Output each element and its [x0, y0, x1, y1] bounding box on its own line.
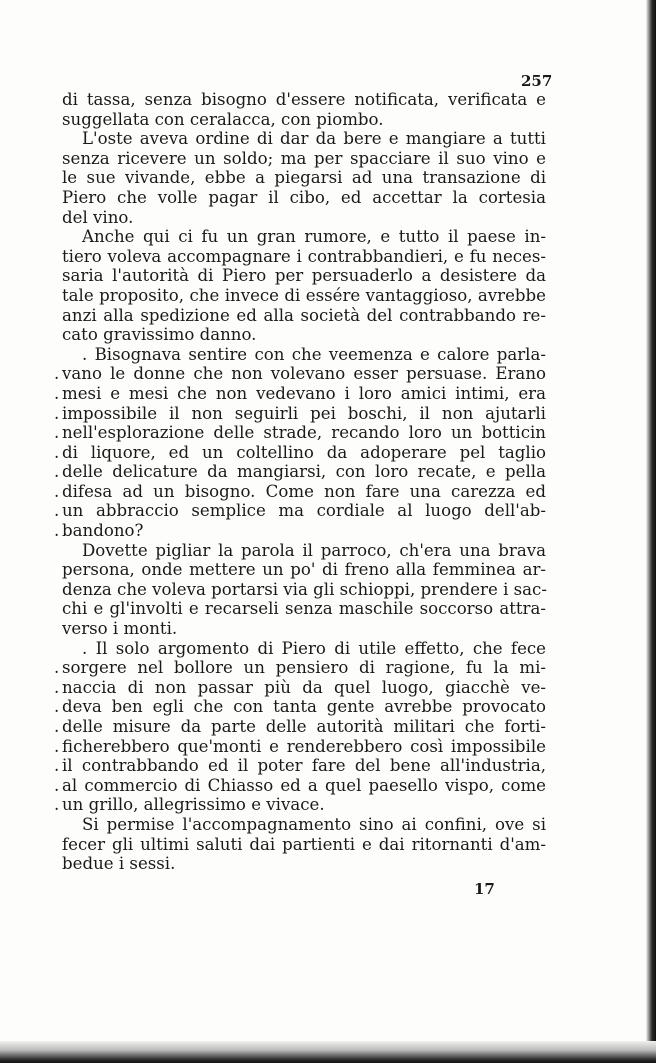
margin-dot: .: [54, 481, 60, 501]
text-line: [54, 481, 546, 502]
text-line-content: bandono?: [62, 521, 144, 541]
text-line-content: Piero che volle pagar il cibo, ed accettar la cortesia: [62, 187, 546, 207]
text-line: [54, 403, 546, 424]
margin-dot: .: [54, 697, 60, 717]
text-line-content: anzi alla spedizione ed alla società del contrabbando re-: [62, 305, 546, 325]
text-line: [62, 560, 546, 580]
text-line-content: denza che voleva portarsi via gli schioppi, prendere i sac-: [62, 579, 547, 599]
text-line: [62, 227, 546, 247]
margin-dot: .: [54, 403, 60, 423]
text-line: [62, 110, 546, 130]
text-line: [54, 677, 546, 698]
text-line: [62, 266, 546, 286]
text-line: [62, 599, 546, 619]
text-line: [54, 383, 546, 404]
text-line: [54, 501, 546, 521]
text-line: [62, 541, 546, 561]
text-line: [62, 580, 546, 600]
text-line-content: al commercio di Chiasso ed a quel paesello vispo, come: [62, 775, 546, 795]
text-line-content: naccia di non passar più da quel luogo, giacchè ve-: [62, 677, 546, 697]
text-line-content: bedue i sessi.: [62, 854, 176, 874]
text-line-content: il contrabbando ed il poter fare del bene all'industria,: [62, 756, 546, 776]
text-line-content: . Il solo argomento di Piero di utile effetto, che fece: [82, 638, 546, 658]
text-line-content: difesa ad un bisogno. Come non fare una carezza ed: [62, 481, 546, 501]
text-line: [54, 697, 546, 717]
text-line-content: Anche qui ci fu un gran rumore, e tutto il paese in-: [82, 227, 546, 247]
text-line: [54, 756, 546, 776]
page-number: 257: [521, 72, 553, 90]
text-line: [54, 364, 546, 384]
text-line-content: fecer gli ultimi saluti dai partienti e dai ritornanti d'am-: [62, 834, 546, 854]
text-line-content: nell'esplorazione delle strade, recando loro un botticin: [62, 423, 546, 443]
text-line-content: vano le donne che non volevano esser persuase. Erano: [62, 364, 546, 384]
text-line-content: Dovette pigliar la parola il parroco, ch'era una brava: [82, 540, 546, 560]
margin-dot: .: [54, 521, 60, 541]
text-line-content: di tassa, senza bisogno d'essere notificata, verificata e: [62, 90, 546, 109]
margin-dot: .: [54, 501, 60, 521]
signature-mark: 17: [474, 880, 495, 898]
text-line-content: verso i monti.: [62, 619, 178, 639]
text-line: [54, 423, 546, 443]
text-line-content: un abbraccio semplice ma cordiale al luogo dell'ab-: [62, 501, 546, 521]
text-line-content: suggellata con ceralacca, con piombo.: [62, 109, 384, 129]
page-edge-shadow: [646, 0, 656, 1063]
text-line: [62, 129, 546, 149]
text-line-content: tale proposito, che invece di essére vantaggioso, avrebbe: [62, 285, 546, 305]
margin-dot: .: [54, 462, 60, 482]
text-line: [62, 149, 546, 169]
text-line: [54, 717, 546, 737]
margin-dot: .: [54, 383, 60, 403]
text-line-content: sorgere nel bollore un pensiero di ragione, fu la mi-: [62, 658, 546, 678]
text-line: [62, 835, 546, 855]
margin-dot: .: [54, 717, 60, 736]
text-line: [62, 247, 546, 267]
text-line: [54, 658, 546, 678]
text-line: [54, 795, 546, 815]
margin-dot: .: [54, 423, 60, 443]
text-line-content: L'oste aveva ordine di dar da bere e mangiare a tutti: [82, 129, 546, 149]
margin-dot: .: [54, 442, 60, 462]
text-line: [62, 854, 546, 874]
text-line: [54, 736, 546, 757]
page-bottom-shadow: [0, 1041, 656, 1063]
margin-dot: .: [54, 795, 60, 815]
margin-dot: .: [54, 364, 60, 384]
margin-dot: .: [54, 775, 60, 795]
text-line-content: impossibile il non seguirli pei boschi, il non ajutarli: [62, 403, 546, 423]
text-line-content: tiero voleva accompagnare i contrabbandieri, e fu neces-: [62, 246, 546, 266]
text-line-content: mesi e mesi che non vedevano i loro amici intimi, era: [62, 383, 546, 403]
text-line-content: delle misure da parte delle autorità militari che forti-: [62, 717, 546, 736]
text-line-content: delle delicature da mangiarsi, con loro recate, e pella: [62, 462, 546, 482]
text-line-content: chi e gl'involti e recarseli senza maschile soccorso attra-: [62, 599, 546, 619]
text-line: [62, 306, 546, 326]
text-line: [62, 639, 546, 659]
margin-dot: .: [54, 658, 60, 678]
text-line: [62, 286, 546, 306]
text-line-content: persona, onde mettere un po' di freno alla femminea ar-: [62, 560, 546, 580]
text-line: [54, 521, 546, 541]
text-line-content: del vino.: [62, 207, 134, 227]
margin-dot: .: [54, 756, 60, 776]
text-line: [62, 345, 546, 365]
text-line-content: un grillo, allegrissimo e vivace.: [62, 795, 325, 815]
text-line-content: Si permise l'accompagnamento sino ai confini, ove si: [82, 814, 546, 834]
text-line: [62, 188, 546, 208]
margin-dot: .: [54, 677, 60, 697]
margin-dot: .: [54, 736, 60, 756]
text-line: [54, 442, 546, 463]
text-line-content: ficherebbero que'monti e renderebbero così impossibile: [62, 736, 546, 756]
text-line: [62, 325, 546, 345]
text-line-content: senza ricevere un soldo; ma per spacciare il suo vino e: [62, 148, 546, 168]
text-line-content: di liquore, ed un coltellino da adoperare pel taglio: [62, 442, 546, 462]
text-line-content: saria l'autorità di Piero per persuaderlo a desistere da: [62, 266, 546, 286]
text-line: [62, 168, 546, 188]
text-line: [54, 462, 546, 482]
text-line: [62, 208, 546, 228]
text-line-content: cato gravissimo danno.: [62, 325, 257, 345]
body-text: [54, 90, 547, 874]
text-line-content: le sue vivande, ebbe a piegarsi ad una transazione di: [62, 168, 546, 188]
text-line: [54, 775, 546, 796]
text-line-content: deva ben egli che con tanta gente avrebbe provocato: [62, 697, 546, 717]
text-line: [62, 90, 546, 110]
text-line: [62, 815, 546, 835]
text-line: [62, 619, 546, 639]
text-line-content: . Bisognava sentire con che veemenza e calore parla-: [82, 344, 546, 364]
